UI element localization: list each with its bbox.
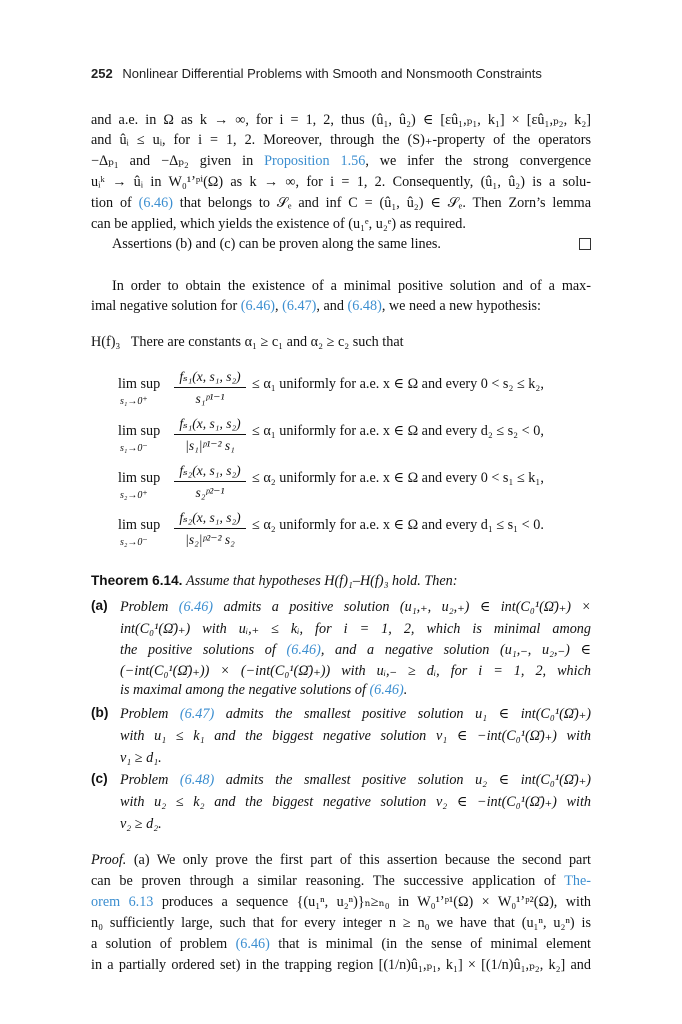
eq-6-46-link[interactable]: (6.46) <box>240 298 276 314</box>
proof-line-3: orem 6.13 produces a sequence {(u₁ⁿ, u₂ⁿ)}ₙ≥ₙ₀ in W₀¹ʼᵖ¹(Ω) × W₀¹ʼᵖ²(Ω), with <box>91 894 591 910</box>
running-header <box>91 66 591 81</box>
item-b-line-2: with u₁ ≤ k₁ and the biggest negative solution v₁ ∈ −int(C₀¹(Ω̄)₊) with <box>120 728 591 744</box>
hypothesis-label: H(f)₃ <box>91 334 121 350</box>
hypothesis-text: There are constants α₁ ≥ c₁ and α₂ ≥ c₂ such that <box>130 334 404 350</box>
condition-4: lim sup s₂→0⁻ fₛ₂(x, s₁, s₂) |s₂|ᵖ²⁻² s₂ ≤ α₂ uniformly for a.e. x ∈ Ω and every d₁ ≤ s₁ < 0. <box>118 510 544 548</box>
item-b-label: (b) <box>91 705 109 720</box>
item-a-line-3: the positive solutions of (6.46), and a negative solution (u₁,₋, u₂,₋) ∈ <box>120 642 591 658</box>
condition-2: lim sup s₁→0⁻ fₛ₁(x, s₁, s₂) |s₁|ᵖ¹⁻² s₁ ≤ α₁ uniformly for a.e. x ∈ Ω and every d₂ ≤ s₂ < 0, <box>118 416 544 454</box>
intro-line-1: In order to obtain the existence of a minimal positive solution and of a max- <box>112 278 591 294</box>
proof-label: Proof. <box>91 852 127 868</box>
proof-end-line-1: and a.e. in Ω as k → ∞, for i = 1, 2, thus (û₁, û₂) ∈ [εû₁,ₚ₁, k₁] × [εû₁,ₚ₂, k₂] <box>91 112 591 128</box>
hypothesis-h3 <box>91 334 404 351</box>
theorem-title: Theorem 6.14. <box>91 573 183 588</box>
theorem-heading <box>91 573 457 590</box>
item-c-line-3: v₂ ≥ d₂. <box>120 816 162 832</box>
eq-6-48-link[interactable]: (6.48) <box>179 772 215 788</box>
eq-6-47-link[interactable]: (6.47) <box>179 706 215 722</box>
running-title: Nonlinear Differential Problems with Smooth and Nonsmooth Constraints <box>122 66 542 81</box>
theorem-6-13-link-part-1[interactable]: The- <box>564 873 591 889</box>
proof-line-6: in a partially ordered set) in the trapping region [(1/n)û₁,ₚ₁, k₁] × [(1/n)û₁,ₚ₂, k₂] and <box>91 957 591 973</box>
item-c-line-2: with u₂ ≤ k₂ and the biggest negative solution v₂ ∈ −int(C₀¹(Ω̄)₊) with <box>120 794 591 810</box>
item-a-line-4: (−int(C₀¹(Ω̄)₊)) × (−int(C₀¹(Ω̄)₊)) with uᵢ,₋ ≥ dᵢ, for i = 1, 2, which <box>120 663 591 679</box>
proof-end-line-5: tion of (6.46) that belongs to 𝒮ₑ and inf C = (û₁, û₂) ∈ 𝒮ₑ. Then Zorn’s lemma <box>91 195 592 211</box>
proof-end-line-6: can be applied, which yields the existence of (u₁ᵉ, u₂ᵉ) as required. <box>91 216 466 232</box>
item-b-line-3: v₁ ≥ d₁. <box>120 750 162 766</box>
eq-6-47-link[interactable]: (6.47) <box>282 298 317 314</box>
eq-6-46-link[interactable]: (6.46) <box>369 682 404 698</box>
proof-line-5: a solution of problem (6.46) that is minimal (in the sense of minimal element <box>91 936 591 952</box>
intro-line-2: imal negative solution for (6.46), (6.47), and (6.48), we need a new hypothesis: <box>91 298 541 314</box>
item-b-line-1: Problem (6.47) admits the smallest positive solution u₁ ∈ int(C₀¹(Ω̄)₊) <box>120 706 591 722</box>
eq-6-48-link[interactable]: (6.48) <box>347 298 382 314</box>
item-a-line-1: Problem (6.46) admits a positive solution (u₁,₊, u₂,₊) ∈ int(C₀¹(Ω̄)₊) × <box>120 599 591 615</box>
item-a-line-5: is maximal among the negative solutions of (6.46). <box>120 682 408 698</box>
condition-3: lim sup s₂→0⁺ fₛ₂(x, s₁, s₂) s₂ᵖ²⁻¹ ≤ α₂ uniformly for a.e. x ∈ Ω and every 0 < s₁ ≤ k₁, <box>118 463 544 501</box>
item-a-line-2: int(C₀¹(Ω̄)₊) with uᵢ,₊ ≤ kᵢ, for i = 1, 2, which is minimal among <box>120 621 591 637</box>
eq-6-46-link[interactable]: (6.46) <box>138 195 173 211</box>
proof-line-1: Proof. (a) We only prove the first part of this assertion because the second part <box>91 852 592 868</box>
theorem-statement: Assume that hypotheses H(f)₁–H(f)₃ hold. Then: <box>185 573 458 589</box>
item-c-line-1: Problem (6.48) admits the smallest positive solution u₂ ∈ int(C₀¹(Ω̄)₊) <box>120 772 591 788</box>
eq-6-46-link[interactable]: (6.46) <box>178 599 214 615</box>
proposition-link[interactable]: Proposition 1.56 <box>264 153 366 169</box>
proof-end-line-7: Assertions (b) and (c) can be proven along the same lines. <box>112 236 441 252</box>
eq-6-46-link[interactable]: (6.46) <box>235 936 270 952</box>
proof-end-line-2: and ûᵢ ≤ uᵢ, for i = 1, 2. Moreover, through the (S)₊-property of the operators <box>91 132 591 148</box>
proof-line-2: can be proven through a similar reasoning. The successive application of The- <box>91 873 591 889</box>
proof-line-4: n₀ sufficiently large, such that for every integer n ≥ n₀ we have that (u₁ⁿ, u₂ⁿ) is <box>91 915 591 931</box>
qed-square-icon <box>579 238 591 250</box>
eq-6-46-link[interactable]: (6.46) <box>286 642 321 658</box>
theorem-6-13-link-part-2[interactable]: orem 6.13 <box>91 894 154 910</box>
proof-end-line-3: −Δₚ₁ and −Δₚ₂ given in Proposition 1.56, we infer the strong convergence <box>91 153 591 169</box>
page-number: 252 <box>91 66 113 81</box>
item-a-label: (a) <box>91 598 108 613</box>
proof-end-line-4: uᵢᵏ → ûᵢ in W₀¹ʼᵖⁱ(Ω) as k → ∞, for i = 1, 2. Consequently, (û₁, û₂) is a solu- <box>91 174 591 190</box>
condition-1: lim sup s₁→0⁺ fₛ₁(x, s₁, s₂) s₁ᵖ¹⁻¹ ≤ α₁ uniformly for a.e. x ∈ Ω and every 0 < s₂ ≤ k₂, <box>118 369 544 407</box>
item-c-label: (c) <box>91 771 108 786</box>
